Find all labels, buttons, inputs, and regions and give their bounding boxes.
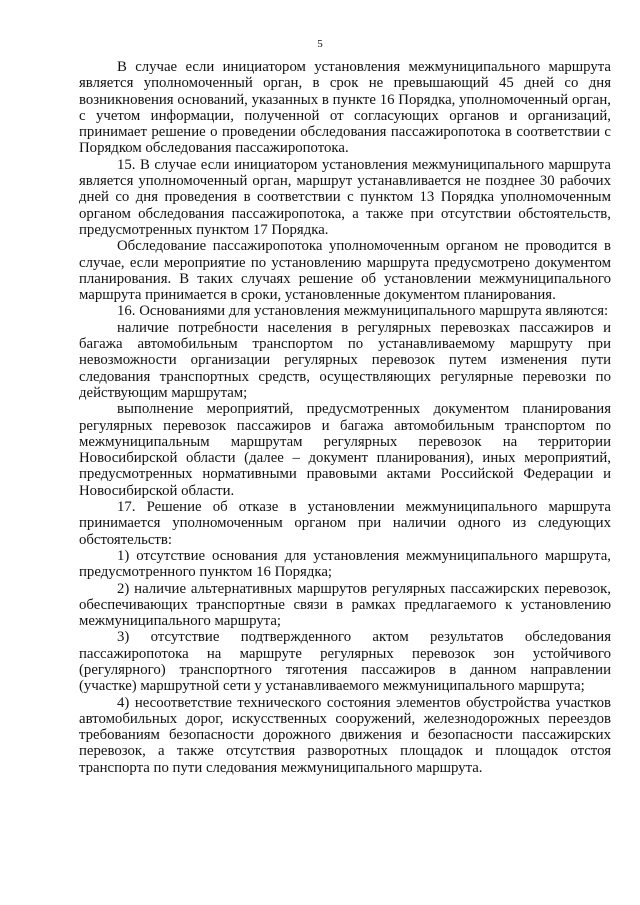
page-number: 5: [317, 38, 323, 50]
paragraph-survey-exemption: Обследование пассажиропотока уполномоченным органом не проводится в случае, если мероприятие по установлению маршрута предусмотрено документом планирования. В таких случаях решение об установлении межмуниципального маршрута принимается в сроки, установленные документом планирования.: [79, 238, 611, 304]
paragraph-16: 16. Основаниями для установления межмуниципального маршрута являются:: [117, 303, 609, 320]
paragraph-17-item-1: 1) отсутствие основания для установления межмуниципального маршрута, предусмотренного пунктом 16 Порядка;: [79, 547, 611, 581]
paragraph-initiator-survey: В случае если инициатором установления межмуниципального маршрута является уполномоченный орган, в срок не превышающий 45 дней со дня возникновения оснований, указанных в пункте 16 Порядка, уполномоченный орган, с учетом информации, полученной от согласующих органов и организаций, принимает решение о проведении обследования пассажиропотока в соответствии с Порядком обследования пассажиропотока.: [79, 59, 611, 157]
paragraph-16-ground-2: выполнение мероприятий, предусмотренных документом планирования регулярных перевозок пассажиров и багажа автомобильным транспортом по межмуниципальным маршрутам регулярных перевозок на территории Новосибирской области (далее – документ планирования), иных мероприятий, предусмотренных нормативными правовыми актами Российской Федерации и Новосибирской области.: [79, 401, 611, 499]
paragraph-17: 17. Решение об отказе в установлении межмуниципального маршрута принимается уполномоченным органом при наличии одного из следующих обстоятельств:: [79, 499, 611, 548]
paragraph-16-ground-1: наличие потребности населения в регулярных перевозках пассажиров и багажа автомобильным транспортом по устанавливаемому маршруту при невозможности организации регулярных перевозок путем изменения пути следования транспортных средств, осуществляющих регулярные перевозки по действующим маршрутам;: [79, 319, 611, 401]
paragraph-17-item-2: 2) наличие альтернативных маршрутов регулярных пассажирских перевозок, обеспечивающих транспортные связи в рамках предлагаемого к установлению межмуниципального маршрута;: [79, 580, 611, 630]
paragraph-17-item-3: 3) отсутствие подтвержденного актом результатов обследования пассажиропотока на маршруте регулярных перевозок зон устойчивого (регулярного) транспортного тяготения пассажиров в данном направлении (участке) маршрутной сети у устанавливаемого межмуниципального маршрута;: [79, 629, 611, 695]
document-body: [79, 59, 611, 776]
paragraph-17-item-4: 4) несоответствие технического состояния элементов обустройства участков автомобильных дорог, искусственных сооружений, железнодорожных переездов требованиям безопасности дорожного движения и безопасности пассажирских перевозок, а также отсутствия разворотных площадок и площадок отстоя транспорта по пути следования межмуниципального маршрута.: [79, 694, 611, 776]
paragraph-15: 15. В случае если инициатором установления межмуниципального маршрута является уполномоченный орган, маршрут устанавливается не позднее 30 рабочих дней со дня проведения в соответствии с пунктом 13 Порядка уполномоченным органом обследования пассажиропотока, а также при отсутствии обстоятельств, предусмотренных пунктом 17 Порядка.: [79, 156, 611, 238]
